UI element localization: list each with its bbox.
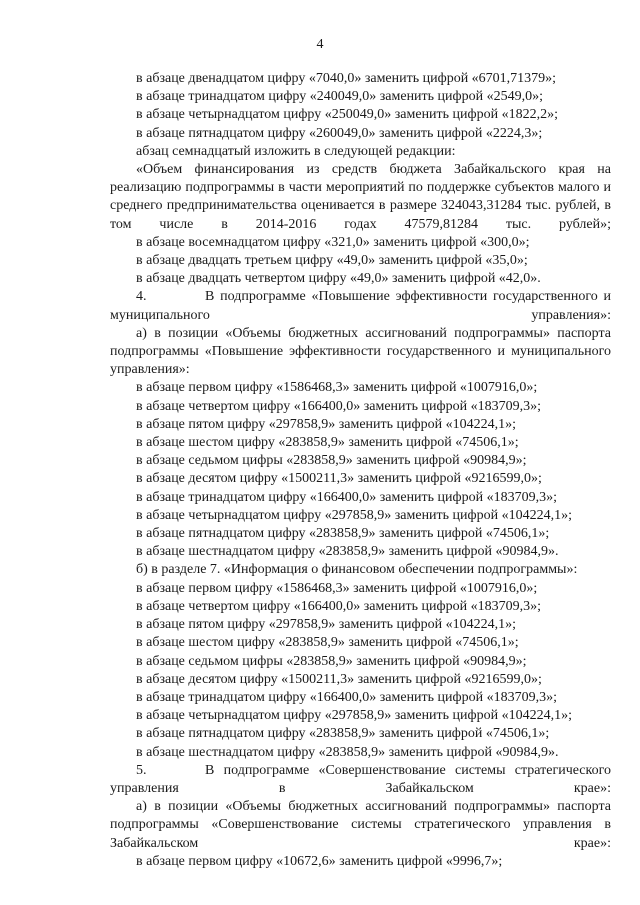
paragraph — [110, 653, 611, 671]
paragraph-text: б) в разделе 7. «Информация о финансовом обеспечении подпрограммы»: — [136, 562, 578, 578]
paragraph — [110, 325, 611, 380]
paragraph-text: в абзаце десятом цифру «1500211,3» заменить цифрой «9216599,0»; — [136, 471, 542, 487]
paragraph — [110, 234, 611, 252]
paragraph-text: в абзаце четвертом цифру «166400,0» заменить цифрой «183709,3»; — [136, 398, 541, 414]
paragraph-text: абзац семнадцатый изложить в следующей редакции: — [136, 143, 456, 159]
paragraph — [110, 70, 611, 88]
paragraph — [110, 598, 611, 616]
paragraph-text: в абзаце пятом цифру «297858,9» заменить цифрой «104224,1»; — [136, 416, 516, 432]
numbered-paragraph — [110, 762, 611, 798]
paragraph — [110, 853, 611, 871]
paragraph-text: в абзаце тринадцатом цифру «166400,0» заменить цифрой «183709,3»; — [136, 489, 557, 505]
paragraph — [110, 379, 611, 397]
page-number: 4 — [316, 37, 324, 52]
paragraph — [110, 798, 611, 853]
paragraph-text: в абзаце двенадцатом цифру «7040,0» заменить цифрой «6701,71379»; — [136, 71, 557, 86]
paragraph-text: в абзаце двадцать четвертом цифру «49,0» заменить цифрой «42,0». — [136, 271, 541, 287]
paragraph-text: в абзаце первом цифру «1586468,3» заменить цифрой «1007916,0»; — [136, 580, 538, 596]
paragraph-text: в абзаце четырнадцатом цифру «297858,9» заменить цифрой «104224,1»; — [136, 708, 572, 724]
paragraph — [110, 689, 611, 707]
numbered-paragraph — [110, 288, 611, 324]
paragraph — [110, 744, 611, 762]
paragraph — [110, 452, 611, 470]
paragraph — [110, 634, 611, 652]
paragraph-number: 5. — [136, 762, 147, 778]
paragraph — [110, 580, 611, 598]
paragraph — [110, 88, 611, 106]
paragraph — [110, 398, 611, 416]
paragraph-text: в абзаце пятнадцатом цифру «283858,9» заменить цифрой «74506,1»; — [136, 526, 550, 542]
paragraph-text: в абзаце пятом цифру «297858,9» заменить цифрой «104224,1»; — [136, 617, 516, 633]
paragraph-text: в абзаце четырнадцатом цифру «250049,0» заменить цифрой «1822,2»; — [136, 107, 558, 123]
paragraph-text: «Объем финансирования из средств бюджета Забайкальского края на реализацию подпрограммы в части мероприятий по поддержке субъектов малого и среднего предпринимательства оценивается в размере 324043,31284 тыс. рублей, в том числе в 2014-2016 годах 47579,81284 тыс. рублей»; — [110, 162, 611, 232]
paragraph — [110, 161, 611, 234]
paragraph-text: в абзаце седьмом цифры «283858,9» заменить цифрой «90984,9»; — [136, 453, 527, 469]
paragraph-text: в абзаце первом цифру «1586468,3» заменить цифрой «1007916,0»; — [136, 380, 538, 396]
paragraph-text: В подпрограмме «Повышение эффективности государственного и муниципального управления»: — [110, 289, 611, 323]
paragraph — [110, 671, 611, 689]
paragraph — [110, 106, 611, 124]
paragraph-text: в абзаце шестом цифру «283858,9» заменить цифрой «74506,1»; — [136, 635, 519, 651]
paragraph — [110, 507, 611, 525]
paragraph — [110, 416, 611, 434]
paragraph-text: В подпрограмме «Совершенствование системы стратегического управления в Забайкальском крае»: — [110, 762, 611, 796]
paragraph — [110, 543, 611, 561]
paragraph — [110, 707, 611, 725]
paragraph-text: в абзаце пятнадцатом цифру «260049,0» заменить цифрой «2224,3»; — [136, 125, 543, 141]
paragraph — [110, 125, 611, 143]
paragraph — [110, 725, 611, 743]
paragraph — [110, 434, 611, 452]
paragraph-text: в абзаце шестом цифру «283858,9» заменить цифрой «74506,1»; — [136, 435, 519, 451]
paragraph-text: в абзаце первом цифру «10672,6» заменить цифрой «9996,7»; — [136, 853, 503, 869]
paragraph-text: в абзаце тринадцатом цифру «240049,0» заменить цифрой «2549,0»; — [136, 89, 543, 105]
paragraph-text: в абзаце тринадцатом цифру «166400,0» заменить цифрой «183709,3»; — [136, 689, 557, 705]
paragraph — [110, 489, 611, 507]
paragraph-text: а) в позиции «Объемы бюджетных ассигнований подпрограммы» паспорта подпрограммы «Совершенствование системы стратегического управления в Забайкальском крае»: — [110, 799, 611, 851]
paragraph-text: в абзаце пятнадцатом цифру «283858,9» заменить цифрой «74506,1»; — [136, 726, 550, 742]
paragraph — [110, 143, 611, 161]
paragraph — [110, 470, 611, 488]
paragraph-text: в абзаце четвертом цифру «166400,0» заменить цифрой «183709,3»; — [136, 598, 541, 614]
paragraph-text: в абзаце десятом цифру «1500211,3» заменить цифрой «9216599,0»; — [136, 671, 542, 687]
paragraph-text: в абзаце шестнадцатом цифру «283858,9» заменить цифрой «90984,9». — [136, 544, 559, 560]
paragraph — [110, 270, 611, 288]
document-body — [110, 70, 611, 871]
paragraph — [110, 616, 611, 634]
paragraph-number: 4. — [136, 289, 147, 305]
paragraph — [110, 561, 611, 579]
paragraph-text: а) в позиции «Объемы бюджетных ассигнований подпрограммы» паспорта подпрограммы «Повышение эффективности государственного и муниципального управления»: — [110, 325, 611, 378]
paragraph-text: в абзаце четырнадцатом цифру «297858,9» заменить цифрой «104224,1»; — [136, 507, 572, 523]
paragraph — [110, 525, 611, 543]
paragraph-text: в абзаце восемнадцатом цифру «321,0» заменить цифрой «300,0»; — [136, 234, 530, 250]
paragraph-text: в абзаце седьмом цифры «283858,9» заменить цифрой «90984,9»; — [136, 653, 527, 669]
paragraph-text: в абзаце двадцать третьем цифру «49,0» заменить цифрой «35,0»; — [136, 253, 528, 269]
paragraph-text: в абзаце шестнадцатом цифру «283858,9» заменить цифрой «90984,9». — [136, 744, 559, 760]
paragraph — [110, 252, 611, 270]
